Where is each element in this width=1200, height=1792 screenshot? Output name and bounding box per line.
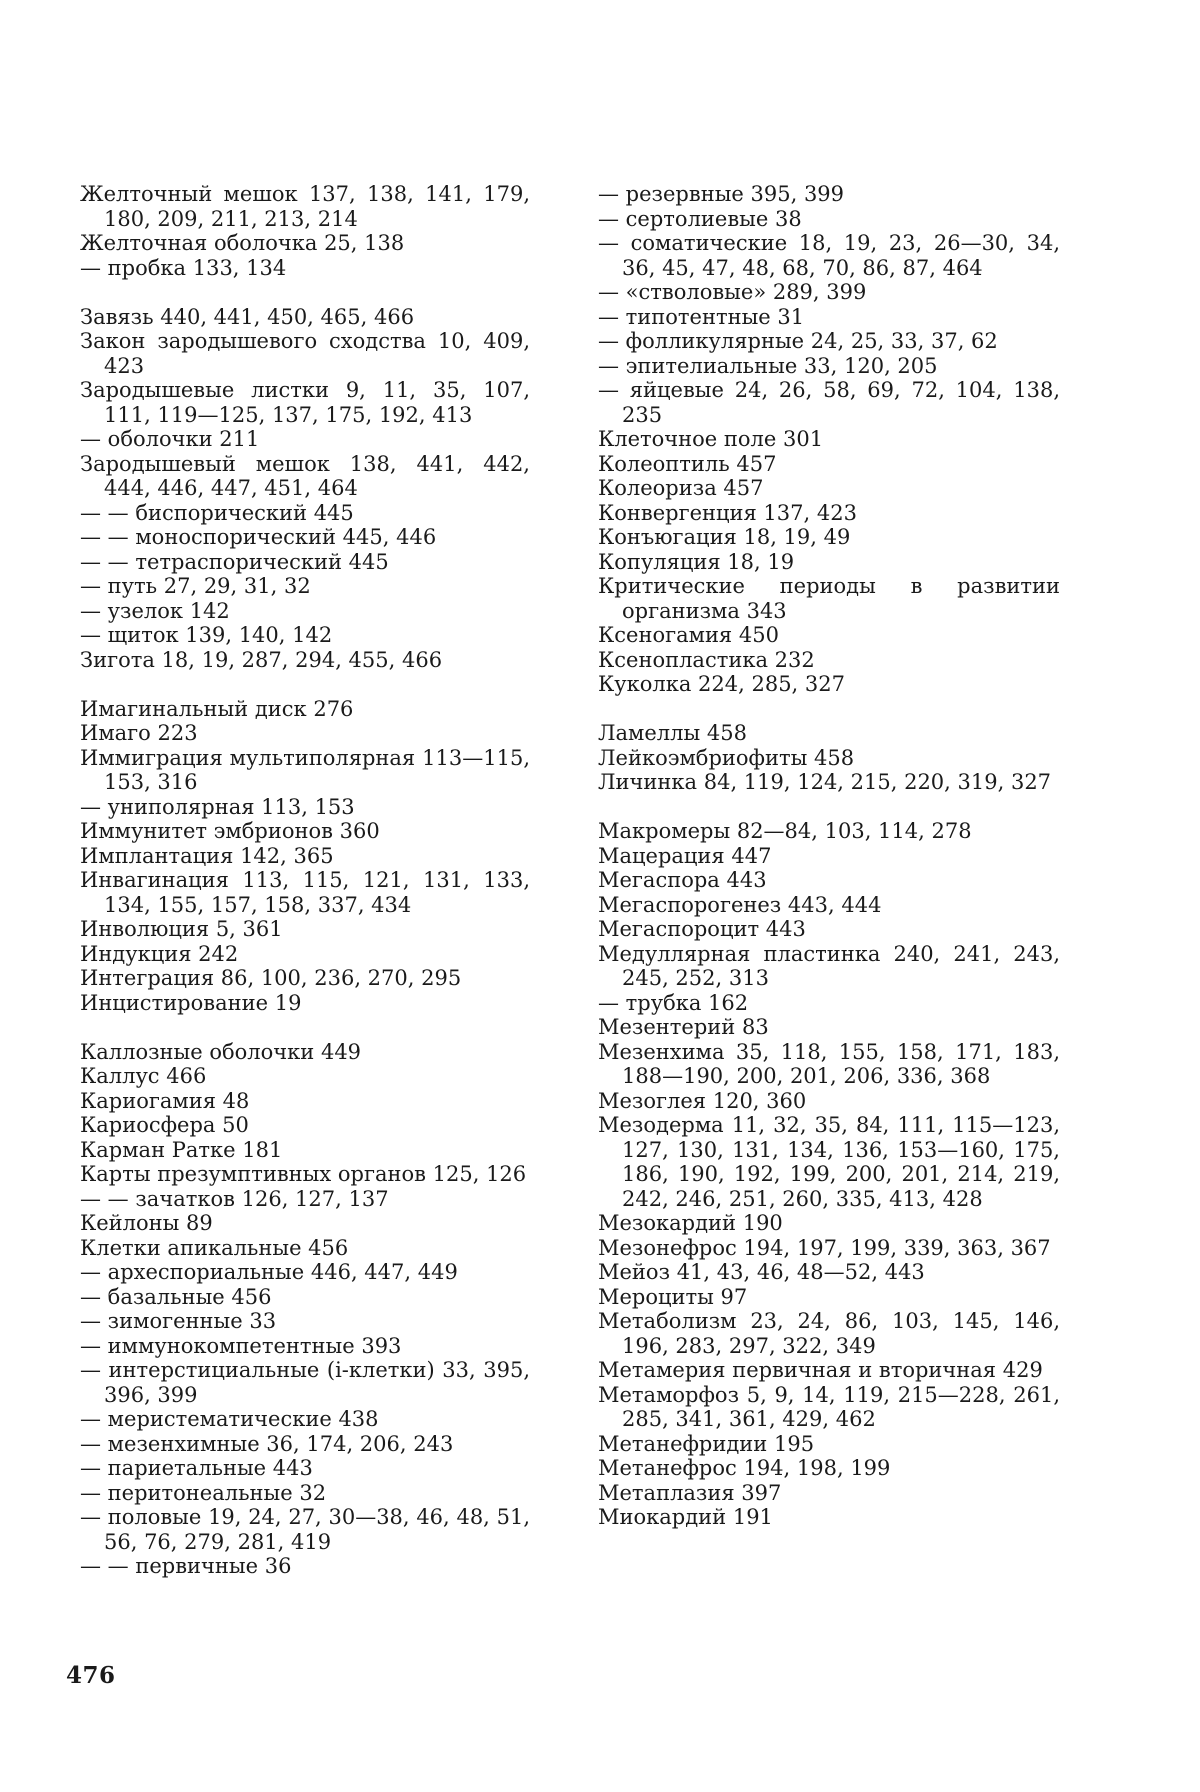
index-entry: Завязь 440, 441, 450, 465, 466 xyxy=(80,304,415,329)
index-entry: Мегаспороцит 443 xyxy=(598,917,806,941)
index-entry: Закон зародышевого сходства 10, 409, 423 xyxy=(80,329,530,378)
section-gap xyxy=(598,697,1060,722)
index-entry: Инволюция 5, 361 xyxy=(80,917,283,941)
index-entry: — униполярная 113, 153 xyxy=(80,794,355,819)
index-entry: — иммунокомпетентные 393 xyxy=(80,1333,402,1358)
index-entry: Мероциты 97 xyxy=(598,1284,748,1309)
index-entry: Метанефрос 194, 198, 199 xyxy=(598,1456,891,1480)
index-entry: Макромеры 82—84, 103, 114, 278 xyxy=(598,819,972,843)
index-entry: Мезенхима 35, 118, 155, 158, 171, 183, 188—190, 200, 201, 206, 336, 368 xyxy=(598,1039,1060,1088)
index-entry: — «стволовые» 289, 399 xyxy=(598,280,867,304)
index-entry: Мезокардий 190 xyxy=(598,1211,783,1235)
section-gap xyxy=(80,280,530,305)
index-entry: Иммунитет эмбрионов 360 xyxy=(80,819,380,843)
index-entry: Мезодерма 11, 32, 35, 84, 111, 115—123, 127, 130, 131, 134, 136, 153—160, 175, 186, 190, 192, 199, 200, 201, 214, 219, 242, 246, 251, 260, 335, 413, 428 xyxy=(598,1113,1060,1211)
index-column-right xyxy=(598,182,1060,1530)
index-entry: Клетки апикальные 456 xyxy=(80,1235,349,1260)
index-entry: Критические периоды в развитии организма 343 xyxy=(598,574,1060,623)
index-entry: Куколка 224, 285, 327 xyxy=(598,672,845,696)
index-entry: Ламеллы 458 xyxy=(598,721,747,745)
index-entry: Желточный мешок 137, 138, 141, 179, 180, 209, 211, 213, 214 xyxy=(80,182,530,231)
index-entry: Кариосфера 50 xyxy=(80,1113,249,1137)
index-entry: Каллус 466 xyxy=(80,1064,207,1088)
section-gap xyxy=(80,672,530,697)
index-entry: Желточная оболочка 25, 138 xyxy=(80,231,405,255)
index-entry: — узелок 142 xyxy=(80,598,230,623)
index-entry: Кейлоны 89 xyxy=(80,1211,213,1235)
index-entry: — перитонеальные 32 xyxy=(80,1480,327,1505)
index-entry: — оболочки 211 xyxy=(80,427,260,451)
index-entry: Колеоптиль 457 xyxy=(598,451,777,476)
index-entry: Карман Ратке 181 xyxy=(80,1137,283,1162)
index-entry: — резервные 395, 399 xyxy=(598,182,845,206)
index-entry: — — тетраспорический 445 xyxy=(80,549,389,574)
index-entry: Зигота 18, 19, 287, 294, 455, 466 xyxy=(80,647,443,672)
index-entry: — — моноспорический 445, 446 xyxy=(80,525,437,549)
index-entry: Клеточное поле 301 xyxy=(598,427,824,451)
section-gap xyxy=(80,1015,530,1040)
index-entry: — — биспорический 445 xyxy=(80,500,354,525)
index-entry: — — зачатков 126, 127, 137 xyxy=(80,1186,389,1211)
index-entry: — зимогенные 33 xyxy=(80,1309,277,1333)
index-entry: — париетальные 443 xyxy=(80,1456,313,1480)
index-entry: Метаболизм 23, 24, 86, 103, 145, 146, 196, 283, 297, 322, 349 xyxy=(598,1309,1060,1358)
index-entry: — типотентные 31 xyxy=(598,304,805,329)
index-entry: Колеориза 457 xyxy=(598,476,764,500)
index-entry: Мегаспорогенез 443, 444 xyxy=(598,892,882,917)
index-entry: Имаго 223 xyxy=(80,721,198,745)
page-number: 476 xyxy=(66,1662,116,1689)
index-entry: Интеграция 86, 100, 236, 270, 295 xyxy=(80,966,462,990)
index-entry: Мегаспора 443 xyxy=(598,868,767,892)
index-entry: Имагинальный диск 276 xyxy=(80,696,354,721)
index-entry: — интерстициальные (i-клетки) 33, 395, 396, 399 xyxy=(80,1358,530,1407)
index-entry: — щиток 139, 140, 142 xyxy=(80,623,333,647)
index-entry: Медуллярная пластинка 240, 241, 243, 245, 252, 313 xyxy=(598,941,1060,990)
index-entry: — сертолиевые 38 xyxy=(598,206,802,231)
index-entry: Зародышевый мешок 138, 441, 442, 444, 446, 447, 451, 464 xyxy=(80,451,530,500)
index-entry: Ксенопластика 232 xyxy=(598,647,815,672)
index-entry: — — первичные 36 xyxy=(80,1554,292,1578)
index-entry: Лейкоэмбриофиты 458 xyxy=(598,745,855,770)
index-entry: Метанефридии 195 xyxy=(598,1431,815,1456)
index-entry: Индукция 242 xyxy=(80,941,239,966)
index-entry: Инцистирование 19 xyxy=(80,990,302,1015)
index-entry: Личинка 84, 119, 124, 215, 220, 319, 327 xyxy=(598,770,1052,794)
index-entry: Мейоз 41, 43, 46, 48—52, 443 xyxy=(598,1260,925,1284)
index-entry: Метаплазия 397 xyxy=(598,1480,782,1505)
index-entry: Карты презумптивных органов 125, 126 xyxy=(80,1162,527,1186)
index-entry: — археспориальные 446, 447, 449 xyxy=(80,1260,458,1284)
index-entry: Мезоглея 120, 360 xyxy=(598,1088,807,1113)
index-entry: — эпителиальные 33, 120, 205 xyxy=(598,353,938,378)
index-entry: Зародышевые листки 9, 11, 35, 107, 111, 119—125, 137, 175, 192, 413 xyxy=(80,378,530,427)
index-entry: — соматические 18, 19, 23, 26—30, 34, 36, 45, 47, 48, 68, 70, 86, 87, 464 xyxy=(598,231,1060,280)
index-entry: Метамерия первичная и вторичная 429 xyxy=(598,1358,1043,1382)
index-entry: — яйцевые 24, 26, 58, 69, 72, 104, 138, 235 xyxy=(598,378,1060,427)
index-entry: Имплантация 142, 365 xyxy=(80,843,334,868)
index-entry: Конвергенция 137, 423 xyxy=(598,500,857,525)
index-entry: Метаморфоз 5, 9, 14, 119, 215—228, 261, 285, 341, 361, 429, 462 xyxy=(598,1382,1060,1431)
index-entry: Конъюгация 18, 19, 49 xyxy=(598,525,851,549)
index-entry: — пробка 133, 134 xyxy=(80,255,287,280)
index-entry: — мезенхимные 36, 174, 206, 243 xyxy=(80,1431,454,1456)
index-entry: Каллозные оболочки 449 xyxy=(80,1039,362,1064)
index-entry: — путь 27, 29, 31, 32 xyxy=(80,574,311,598)
index-entry: Ксеногамия 450 xyxy=(598,623,779,647)
index-entry: Мезентерий 83 xyxy=(598,1015,769,1039)
index-entry: — фолликулярные 24, 25, 33, 37, 62 xyxy=(598,329,998,353)
index-entry: — базальные 456 xyxy=(80,1284,272,1309)
index-entry: Миокардий 191 xyxy=(598,1505,773,1529)
index-entry: Иммиграция мультиполярная 113—115, 153, 316 xyxy=(80,745,530,794)
index-entry: Инвагинация 113, 115, 121, 131, 133, 134, 155, 157, 158, 337, 434 xyxy=(80,868,530,917)
index-entry: — меристематические 438 xyxy=(80,1407,379,1431)
index-entry: — половые 19, 24, 27, 30—38, 46, 48, 51, 56, 76, 279, 281, 419 xyxy=(80,1505,530,1554)
index-entry: — трубка 162 xyxy=(598,990,749,1015)
index-entry: Мацерация 447 xyxy=(598,843,772,868)
index-column-left xyxy=(80,182,530,1579)
section-gap xyxy=(598,795,1060,820)
index-entry: Мезонефрос 194, 197, 199, 339, 363, 367 xyxy=(598,1235,1051,1260)
index-entry: Копуляция 18, 19 xyxy=(598,549,795,574)
index-entry: Кариогамия 48 xyxy=(80,1088,250,1113)
